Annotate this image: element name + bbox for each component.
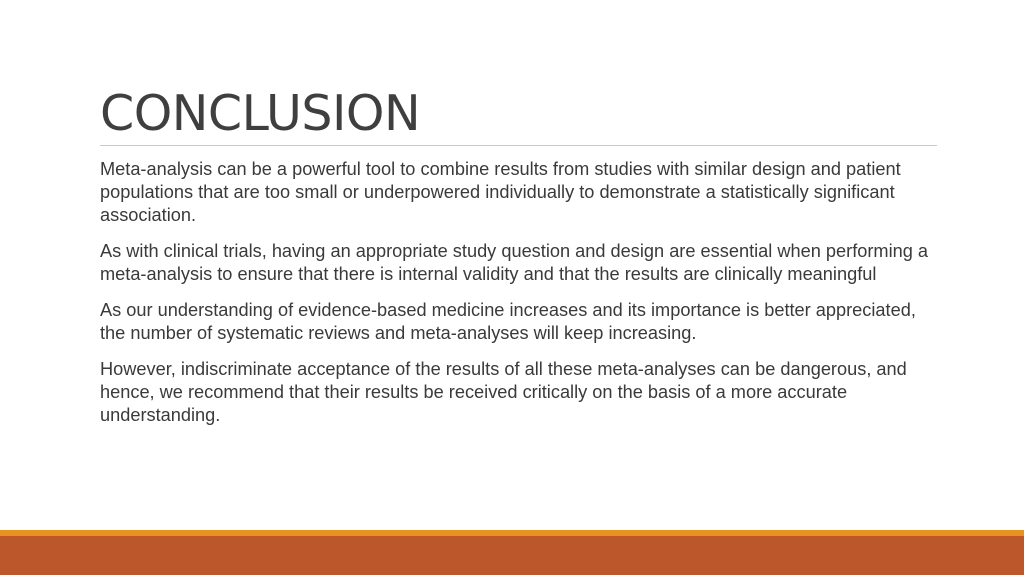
slide-body [100,158,936,440]
footer-band [0,536,1024,575]
title-divider [100,145,937,146]
slide-title: CONCLUSION [100,85,421,142]
paragraph-4: However, indiscriminate acceptance of the results of all these meta-analyses can be dangerous, and hence, we recommend that their results be received critically on the basis of a more accurate understanding. [100,359,907,425]
paragraph-1: Meta-analysis can be a powerful tool to combine results from studies with similar design and patient populations that are too small or underpowered individually to demonstrate a statistically significant association. [100,159,901,225]
paragraph-2: As with clinical trials, having an appropriate study question and design are essential when performing a meta-analysis to ensure that there is internal validity and that the results are clinically meaningful [100,241,929,284]
paragraph-3: As our understanding of evidence-based medicine increases and its importance is better appreciated, the number of systematic reviews and meta-analyses will keep increasing. [100,300,916,343]
